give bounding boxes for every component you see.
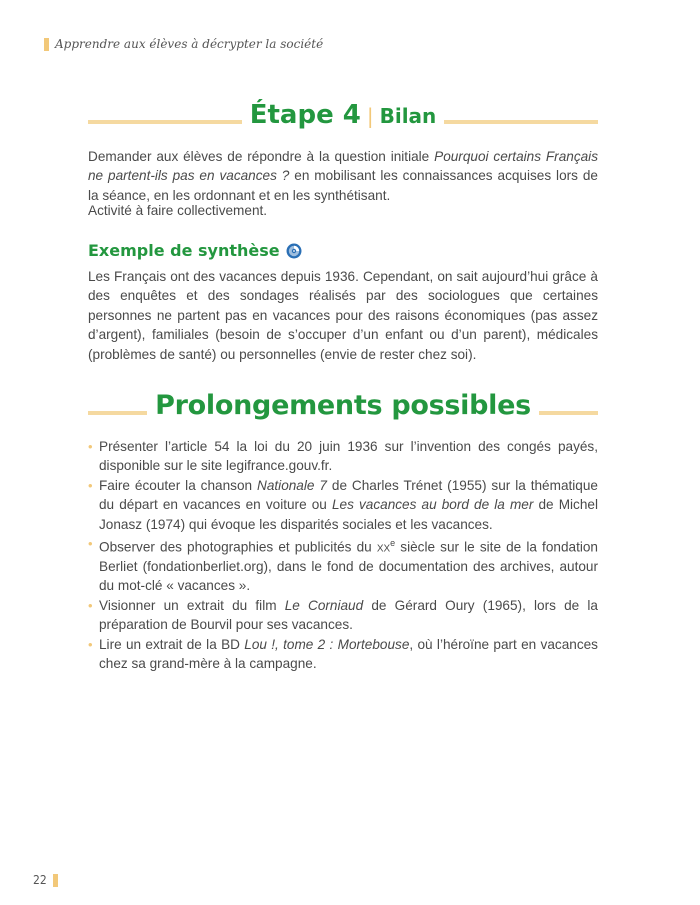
etape-heading [88,100,598,130]
activity-note: Activité à faire collectivement. [88,203,268,218]
running-title: Apprendre aux élèves à décrypter la société [55,37,324,51]
synthese-title: Exemple de synthèse [88,241,280,260]
etape-title [242,100,445,130]
prolongements-title: Prolongements possibles [155,390,531,421]
item-text: Faire écouter la chanson [99,477,258,493]
page-number: 22 [33,873,47,887]
list-item [88,476,598,534]
page-footer [33,873,58,887]
etape-instructions [88,147,598,205]
song-title: Les vacances au bord de la mer [331,497,534,513]
list-item [88,635,598,674]
heading-rule-right [444,120,598,124]
bullet-icon: • [88,439,93,454]
film-title: Le Corniaud [284,597,364,613]
century-numeral: xx [376,539,391,555]
item-text: Visionner un extrait du film [99,597,285,613]
bullet-icon: • [88,536,93,552]
century-suffix: e [390,538,396,549]
bullet-icon: • [88,636,93,652]
item-text: de Michel Jonasz (1974) qui évoque les disparités sociales et les vacances. [99,497,598,532]
list-item [88,534,598,596]
synthese-heading [88,241,302,260]
instructions-text-end: en mobilisant les connaissances acquises lors de la séance, en les ordonnant et en les synthétisant. [88,168,598,203]
item-text: Lire un extrait de la BD [99,636,245,652]
etape-number: Étape 4 [249,100,361,130]
initial-question: Pourquoi certains Français ne partent-ils pas en vacances ? [88,149,599,184]
bullet-icon: • [88,597,93,613]
song-title: Nationale 7 [257,477,327,493]
bullet-icon: • [88,477,93,493]
prolongements-list [88,437,598,673]
heading-rule-left [88,411,147,415]
item-text: de Charles Trénet (1955) sur la thématique du départ en vacances en voiture ou [99,477,598,513]
running-header [44,37,323,51]
prolongements-heading [88,390,598,421]
cd-icon [286,243,302,259]
list-item [88,437,598,476]
synthese-text: Les Français ont des vacances depuis 1936. Cependant, on sait aujourd’hui grâce à des enquêtes et des sondages réalisés par des sociologues que certaines personnes ne partent pas en vacances pour des raisons économiques (pas assez d’argent), familiales (besoin de s’occuper d’un enfant ou d’un parent), médicales (problèmes de santé) ou personnelles (envie de rester chez soi). [88,269,598,362]
item-text: Présenter l’article 54 la loi du 20 juin 1936 sur l’invention des congés payés, disponible sur le site legifrance.gouv.fr. [99,439,598,474]
header-accent-bar [44,38,49,51]
list-item [88,596,598,635]
comic-title: Lou !, tome 2 : Mortebouse [244,636,410,652]
heading-rule-left [88,120,242,124]
item-text: , où l’héroïne part en vacances chez sa grand-mère à la campagne. [99,636,598,671]
instructions-text: Demander aux élèves de répondre à la question initiale [88,149,435,164]
footer-accent-bar [53,874,58,887]
etape-subtitle: Bilan [379,104,437,128]
heading-rule-right [539,411,598,415]
item-text: siècle sur le site de la fondation Berliet (fondationberliet.org), dans le fond de documentation des archives, autour du mot-clé « vacances ». [99,539,598,594]
etape-separator: | [366,104,374,128]
item-text: de Gérard Oury (1965), lors de la préparation de Bourvil pour ses vacances. [99,597,598,633]
item-text: Observer des photographies et publicités du [99,539,377,555]
